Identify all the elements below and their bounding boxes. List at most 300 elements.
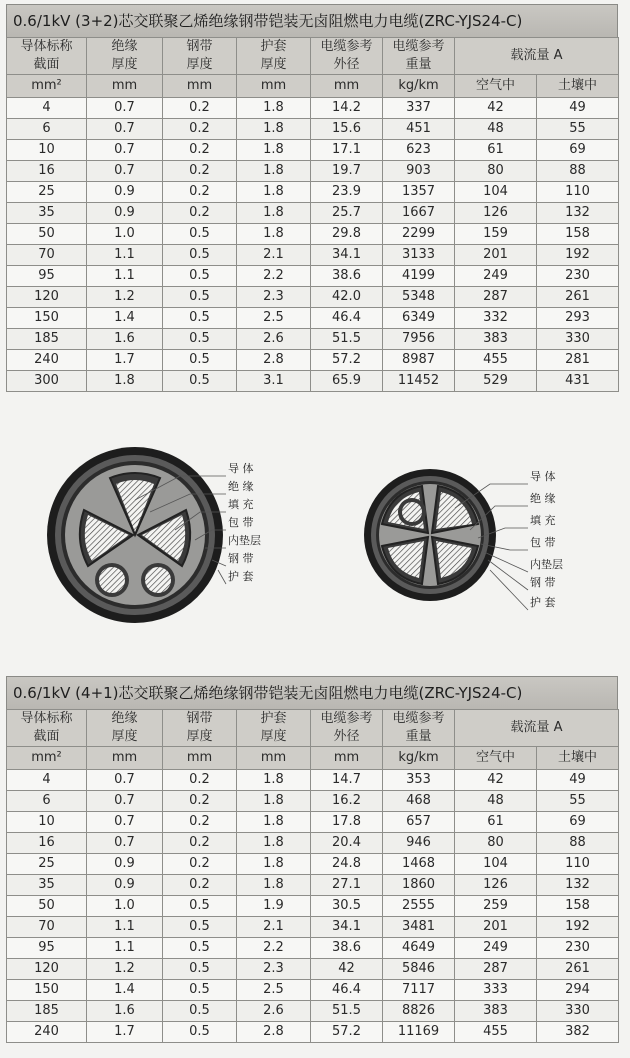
table-cell: 281 — [537, 350, 619, 371]
table-cell: 1.4 — [87, 980, 163, 1001]
table-cell: 5348 — [383, 287, 455, 308]
table-cell: 55 — [537, 119, 619, 140]
table-cell: 11452 — [383, 371, 455, 392]
table-cell: 0.2 — [163, 833, 237, 854]
table-cell: 249 — [455, 938, 537, 959]
table-cell: 51.5 — [311, 1001, 383, 1022]
table-cell: 330 — [537, 329, 619, 350]
table-cell: 1.6 — [87, 1001, 163, 1022]
table-cell: 529 — [455, 371, 537, 392]
table-cell: 8987 — [383, 350, 455, 371]
table-cell: 240 — [7, 1022, 87, 1043]
table-cell: 4 — [7, 770, 87, 791]
table-cell: 14.2 — [311, 98, 383, 119]
table-cell: 29.8 — [311, 224, 383, 245]
table-cell: 0.2 — [163, 854, 237, 875]
t1-unit-mm2: mm² — [7, 75, 87, 98]
table-cell: 1.4 — [87, 308, 163, 329]
table-row — [7, 812, 619, 833]
table-cell: 0.2 — [163, 119, 237, 140]
table-cell: 132 — [537, 203, 619, 224]
table-cell: 2.2 — [237, 938, 311, 959]
table-row — [7, 203, 619, 224]
table-cell: 333 — [455, 980, 537, 1001]
table-cell: 0.5 — [163, 371, 237, 392]
table-cell: 61 — [455, 812, 537, 833]
table-cell: 51.5 — [311, 329, 383, 350]
t2-unit-mm: mm — [311, 747, 383, 770]
table-cell: 17.8 — [311, 812, 383, 833]
table-cell: 1357 — [383, 182, 455, 203]
table-cell: 1.8 — [237, 119, 311, 140]
table-cell: 38.6 — [311, 266, 383, 287]
table-cell: 230 — [537, 938, 619, 959]
table-cell: 0.2 — [163, 812, 237, 833]
table-cell: 337 — [383, 98, 455, 119]
right-label-insulation: 绝 缘 — [530, 492, 556, 505]
table-cell: 7956 — [383, 329, 455, 350]
table-cell: 4199 — [383, 266, 455, 287]
table-cell: 383 — [455, 329, 537, 350]
t1-h-ampacity: 载流量 A — [455, 38, 619, 75]
t2-unit-mm: mm — [87, 747, 163, 770]
table-cell: 293 — [537, 308, 619, 329]
table-cell: 46.4 — [311, 980, 383, 1001]
table-cell: 10 — [7, 812, 87, 833]
table-row — [7, 161, 619, 182]
right-label-filler: 填 充 — [530, 514, 556, 527]
table-cell: 300 — [7, 371, 87, 392]
table-cell: 42 — [455, 770, 537, 791]
table-cell: 1.0 — [87, 896, 163, 917]
t1-unit-mm: mm — [87, 75, 163, 98]
table-cell: 23.9 — [311, 182, 383, 203]
table-cell: 88 — [537, 833, 619, 854]
table-cell: 57.2 — [311, 350, 383, 371]
table-row — [7, 980, 619, 1001]
table-cell: 11169 — [383, 1022, 455, 1043]
table-cell: 2.3 — [237, 959, 311, 980]
table-cell: 80 — [455, 833, 537, 854]
table-cell: 49 — [537, 770, 619, 791]
table-row — [7, 1022, 619, 1043]
table-cell: 35 — [7, 875, 87, 896]
table-cell: 20.4 — [311, 833, 383, 854]
table-cell: 0.7 — [87, 140, 163, 161]
table1 — [6, 37, 619, 392]
table-cell: 4 — [7, 98, 87, 119]
left-small-core-conductor — [99, 567, 125, 593]
t1-unit-mm: mm — [163, 75, 237, 98]
table-row — [7, 140, 619, 161]
table1-section — [6, 4, 618, 392]
table-cell: 6 — [7, 119, 87, 140]
table-cell: 55 — [537, 791, 619, 812]
table-cell: 69 — [537, 140, 619, 161]
t2-unit-mm: mm — [163, 747, 237, 770]
table-cell: 0.9 — [87, 854, 163, 875]
table1-title: 0.6/1kV (3+2)芯交联聚乙烯绝缘钢带铠装无卤阻燃电力电缆(ZRC-YJS24-C) — [6, 4, 618, 37]
table-cell: 0.5 — [163, 308, 237, 329]
table-cell: 19.7 — [311, 161, 383, 182]
table-row — [7, 896, 619, 917]
table-cell: 946 — [383, 833, 455, 854]
table-cell: 0.7 — [87, 833, 163, 854]
table-cell: 0.5 — [163, 1001, 237, 1022]
table-cell: 0.9 — [87, 182, 163, 203]
left-cable-diagram — [47, 447, 223, 623]
right-label-inner: 内垫层 — [530, 558, 563, 571]
table-row — [7, 1001, 619, 1022]
t1-h-sheath: 护套 厚度 — [237, 38, 311, 75]
table-cell: 88 — [537, 161, 619, 182]
table-cell: 2299 — [383, 224, 455, 245]
table-cell: 25 — [7, 182, 87, 203]
t2-h-air: 空气中 — [455, 747, 537, 770]
table-cell: 16.2 — [311, 791, 383, 812]
table-cell: 0.2 — [163, 98, 237, 119]
table-cell: 287 — [455, 959, 537, 980]
table-cell: 201 — [455, 917, 537, 938]
table-cell: 69 — [537, 812, 619, 833]
t2-unit-mm: mm — [237, 747, 311, 770]
table-cell: 42.0 — [311, 287, 383, 308]
table-cell: 2555 — [383, 896, 455, 917]
table-cell: 2.1 — [237, 917, 311, 938]
table2 — [6, 709, 619, 1043]
table-cell: 0.7 — [87, 98, 163, 119]
t1-h-diameter: 电缆参考 外径 — [311, 38, 383, 75]
t2-h-insulation: 绝缘 厚度 — [87, 710, 163, 747]
table-cell: 34.1 — [311, 245, 383, 266]
table-row — [7, 917, 619, 938]
table-cell: 70 — [7, 245, 87, 266]
right-label-sheath: 护 套 — [530, 596, 556, 609]
table-cell: 50 — [7, 896, 87, 917]
table-cell: 25 — [7, 854, 87, 875]
table-cell: 17.1 — [311, 140, 383, 161]
table-cell: 2.5 — [237, 980, 311, 1001]
table-cell: 48 — [455, 119, 537, 140]
table-cell: 185 — [7, 1001, 87, 1022]
right-small-core-conductor — [402, 502, 422, 522]
t2-unit-kgkm: kg/km — [383, 747, 455, 770]
table-cell: 451 — [383, 119, 455, 140]
table-cell: 0.7 — [87, 119, 163, 140]
table-cell: 903 — [383, 161, 455, 182]
table-cell: 1.1 — [87, 266, 163, 287]
table-row — [7, 959, 619, 980]
table-cell: 1.8 — [87, 371, 163, 392]
table-cell: 0.5 — [163, 224, 237, 245]
table-row — [7, 329, 619, 350]
table2-section — [6, 676, 618, 1043]
table-cell: 126 — [455, 203, 537, 224]
table-cell: 0.2 — [163, 182, 237, 203]
table-row — [7, 350, 619, 371]
table-cell: 3.1 — [237, 371, 311, 392]
table-cell: 46.4 — [311, 308, 383, 329]
left-label-filler: 填 充 — [228, 498, 254, 511]
table-cell: 104 — [455, 854, 537, 875]
t1-unit-mm: mm — [311, 75, 383, 98]
table-cell: 34.1 — [311, 917, 383, 938]
table-cell: 42 — [455, 98, 537, 119]
right-label-steel: 钢 带 — [530, 576, 556, 589]
table-cell: 14.7 — [311, 770, 383, 791]
table-cell: 120 — [7, 959, 87, 980]
table-row — [7, 266, 619, 287]
table-cell: 0.7 — [87, 161, 163, 182]
t1-h-insulation: 绝缘 厚度 — [87, 38, 163, 75]
table-cell: 0.5 — [163, 287, 237, 308]
table-cell: 0.2 — [163, 203, 237, 224]
table-cell: 1.2 — [87, 287, 163, 308]
left-label-sheath: 护 套 — [228, 570, 254, 583]
table-cell: 0.5 — [163, 917, 237, 938]
table-cell: 0.5 — [163, 959, 237, 980]
table-cell: 5846 — [383, 959, 455, 980]
table-cell: 7117 — [383, 980, 455, 1001]
table-cell: 65.9 — [311, 371, 383, 392]
table-cell: 1.1 — [87, 938, 163, 959]
table-cell: 330 — [537, 1001, 619, 1022]
t2-h-ampacity: 载流量 A — [455, 710, 619, 747]
table-cell: 261 — [537, 959, 619, 980]
table-cell: 2.6 — [237, 329, 311, 350]
table-cell: 2.2 — [237, 266, 311, 287]
table-cell: 623 — [383, 140, 455, 161]
table-cell: 95 — [7, 266, 87, 287]
table-cell: 1.0 — [87, 224, 163, 245]
table-cell: 0.5 — [163, 938, 237, 959]
table-cell: 1.8 — [237, 140, 311, 161]
left-small-core-conductor — [145, 567, 171, 593]
table-cell: 383 — [455, 1001, 537, 1022]
table-cell: 16 — [7, 833, 87, 854]
table-cell: 455 — [455, 350, 537, 371]
table-cell: 3133 — [383, 245, 455, 266]
table-cell: 287 — [455, 287, 537, 308]
t2-h-soil: 土壤中 — [537, 747, 619, 770]
table-row — [7, 182, 619, 203]
table2-title: 0.6/1kV (4+1)芯交联聚乙烯绝缘钢带铠装无卤阻燃电力电缆(ZRC-YJS24-C) — [6, 676, 618, 709]
t1-h-steel: 钢带 厚度 — [163, 38, 237, 75]
table-row — [7, 791, 619, 812]
table-cell: 120 — [7, 287, 87, 308]
table-cell: 15.6 — [311, 119, 383, 140]
table-cell: 0.2 — [163, 770, 237, 791]
table-cell: 353 — [383, 770, 455, 791]
t2-h-sheath: 护套 厚度 — [237, 710, 311, 747]
table-cell: 0.2 — [163, 161, 237, 182]
table-cell: 42 — [311, 959, 383, 980]
table-row — [7, 119, 619, 140]
left-label-steel: 钢 带 — [228, 552, 254, 565]
table-row — [7, 875, 619, 896]
table-cell: 110 — [537, 182, 619, 203]
table-cell: 2.3 — [237, 287, 311, 308]
table-row — [7, 371, 619, 392]
table-cell: 10 — [7, 140, 87, 161]
table-cell: 0.2 — [163, 875, 237, 896]
table-cell: 126 — [455, 875, 537, 896]
table-cell: 158 — [537, 224, 619, 245]
table-cell: 0.9 — [87, 875, 163, 896]
table-cell: 230 — [537, 266, 619, 287]
table-cell: 6349 — [383, 308, 455, 329]
table-cell: 192 — [537, 245, 619, 266]
table-cell: 0.5 — [163, 1022, 237, 1043]
table-cell: 1.7 — [87, 1022, 163, 1043]
t1-h-section: 导体标称 截面 — [7, 38, 87, 75]
table-row — [7, 308, 619, 329]
table-cell: 95 — [7, 938, 87, 959]
table-cell: 240 — [7, 350, 87, 371]
table-row — [7, 854, 619, 875]
table-cell: 158 — [537, 896, 619, 917]
table-cell: 1.7 — [87, 350, 163, 371]
right-cable-diagram — [364, 469, 496, 601]
table-cell: 70 — [7, 917, 87, 938]
table-cell: 1.8 — [237, 182, 311, 203]
table-row — [7, 770, 619, 791]
table-cell: 27.1 — [311, 875, 383, 896]
table-cell: 249 — [455, 266, 537, 287]
table-cell: 3481 — [383, 917, 455, 938]
table-cell: 0.7 — [87, 770, 163, 791]
table-cell: 1.8 — [237, 833, 311, 854]
table-cell: 261 — [537, 287, 619, 308]
table-row — [7, 833, 619, 854]
table-cell: 0.2 — [163, 140, 237, 161]
table-cell: 455 — [455, 1022, 537, 1043]
table-cell: 1.1 — [87, 245, 163, 266]
table-cell: 4649 — [383, 938, 455, 959]
table-cell: 49 — [537, 98, 619, 119]
table-cell: 1.8 — [237, 203, 311, 224]
t1-h-weight: 电缆参考 重量 — [383, 38, 455, 75]
table-cell: 1860 — [383, 875, 455, 896]
left-label-insulation: 绝 缘 — [228, 480, 254, 493]
table-cell: 201 — [455, 245, 537, 266]
table-cell: 294 — [537, 980, 619, 1001]
table-cell: 2.6 — [237, 1001, 311, 1022]
table-cell: 38.6 — [311, 938, 383, 959]
table-cell: 2.1 — [237, 245, 311, 266]
table-cell: 104 — [455, 182, 537, 203]
table-row — [7, 224, 619, 245]
table-row — [7, 245, 619, 266]
t2-h-steel: 钢带 厚度 — [163, 710, 237, 747]
table-cell: 110 — [537, 854, 619, 875]
table-cell: 1.1 — [87, 917, 163, 938]
table-cell: 185 — [7, 329, 87, 350]
t2-h-weight: 电缆参考 重量 — [383, 710, 455, 747]
table-cell: 30.5 — [311, 896, 383, 917]
t1-unit-mm: mm — [237, 75, 311, 98]
table-cell: 1.8 — [237, 161, 311, 182]
table-cell: 57.2 — [311, 1022, 383, 1043]
table-cell: 0.5 — [163, 266, 237, 287]
t1-unit-kgkm: kg/km — [383, 75, 455, 98]
table-row — [7, 938, 619, 959]
table-row — [7, 287, 619, 308]
left-label-inner: 内垫层 — [228, 534, 261, 547]
table-cell: 431 — [537, 371, 619, 392]
t1-h-air: 空气中 — [455, 75, 537, 98]
table-cell: 1.8 — [237, 98, 311, 119]
table-cell: 0.5 — [163, 245, 237, 266]
table-cell: 1.8 — [237, 791, 311, 812]
table-cell: 192 — [537, 917, 619, 938]
table-cell: 1.8 — [237, 770, 311, 791]
right-label-conductor: 导 体 — [530, 470, 556, 483]
table-cell: 2.5 — [237, 308, 311, 329]
table-cell: 0.2 — [163, 791, 237, 812]
table-cell: 1468 — [383, 854, 455, 875]
t2-h-section: 导体标称 截面 — [7, 710, 87, 747]
table-cell: 16 — [7, 161, 87, 182]
table-cell: 259 — [455, 896, 537, 917]
right-label-wrap: 包 带 — [530, 536, 556, 549]
t1-h-soil: 土壤中 — [537, 75, 619, 98]
table-cell: 132 — [537, 875, 619, 896]
table-cell: 1.9 — [237, 896, 311, 917]
table-cell: 1.8 — [237, 812, 311, 833]
table-cell: 2.8 — [237, 1022, 311, 1043]
table-cell: 150 — [7, 308, 87, 329]
table-cell: 468 — [383, 791, 455, 812]
t2-unit-mm2: mm² — [7, 747, 87, 770]
table-cell: 1.6 — [87, 329, 163, 350]
table-cell: 1.2 — [87, 959, 163, 980]
table-cell: 61 — [455, 140, 537, 161]
table-cell: 0.7 — [87, 812, 163, 833]
table-cell: 1667 — [383, 203, 455, 224]
table-cell: 48 — [455, 791, 537, 812]
table-cell: 0.5 — [163, 980, 237, 1001]
diagram-svg — [0, 420, 630, 660]
left-label-wrap: 包 带 — [228, 516, 254, 529]
table-cell: 150 — [7, 980, 87, 1001]
left-label-conductor: 导 体 — [228, 462, 254, 475]
table-cell: 8826 — [383, 1001, 455, 1022]
table-cell: 0.7 — [87, 791, 163, 812]
table-cell: 25.7 — [311, 203, 383, 224]
table-cell: 24.8 — [311, 854, 383, 875]
table-cell: 80 — [455, 161, 537, 182]
table-cell: 159 — [455, 224, 537, 245]
table-cell: 0.5 — [163, 350, 237, 371]
t2-h-diameter: 电缆参考 外径 — [311, 710, 383, 747]
table-cell: 0.5 — [163, 896, 237, 917]
table-cell: 1.8 — [237, 224, 311, 245]
table-cell: 0.9 — [87, 203, 163, 224]
table-cell: 1.8 — [237, 875, 311, 896]
table-cell: 1.8 — [237, 854, 311, 875]
table-cell: 657 — [383, 812, 455, 833]
table-cell: 35 — [7, 203, 87, 224]
table-cell: 0.5 — [163, 329, 237, 350]
table-row — [7, 98, 619, 119]
table-cell: 50 — [7, 224, 87, 245]
cable-cross-section-diagrams — [0, 420, 630, 660]
table-cell: 2.8 — [237, 350, 311, 371]
table-cell: 382 — [537, 1022, 619, 1043]
table-cell: 332 — [455, 308, 537, 329]
table-cell: 6 — [7, 791, 87, 812]
